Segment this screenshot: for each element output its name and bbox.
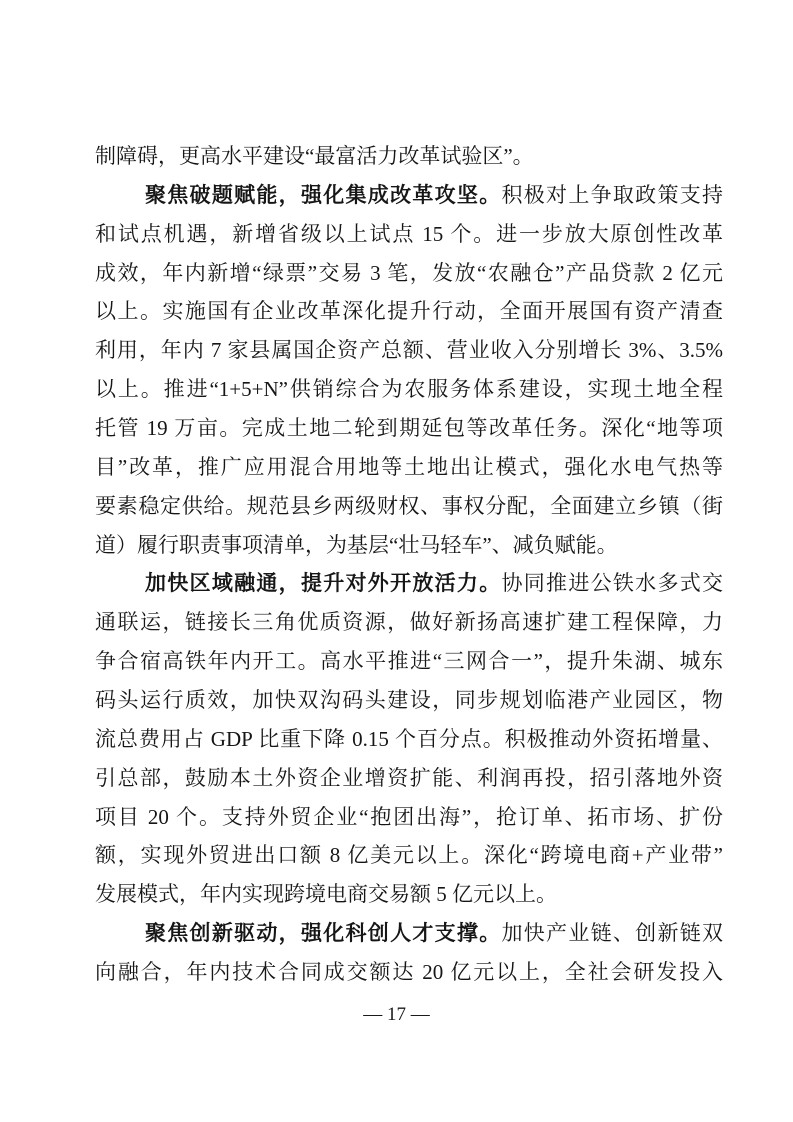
- paragraph-lead-bold: 聚焦破题赋能，强化集成改革攻坚。: [145, 182, 502, 207]
- text-line: 通联运，链接长三角优质资源，做好新扬高速扩建工程保障，力: [95, 610, 723, 635]
- text-line: 码头运行质效，加快双沟码头建设，同步规划临港产业园区，物: [95, 688, 723, 713]
- text-line: 争合宿高铁年内开工。高水平推进“三网合一”，提升朱湖、城东: [95, 649, 723, 674]
- text-line: 托管 19 万亩。完成土地二轮到期延包等改革任务。深化“地等项: [95, 416, 723, 441]
- text-line: 额，实现外贸进出口额 8 亿美元以上。深化“跨境电商+产业带”: [95, 843, 723, 868]
- text-line: 和试点机遇，新增省级以上试点 15 个。进一步放大原创性改革: [95, 221, 723, 246]
- paragraph-lead-bold: 聚焦创新驱动，强化科创人才支撑。: [145, 921, 502, 946]
- page-number: — 17 —: [363, 1004, 430, 1025]
- text-line: 聚焦破题赋能，强化集成改革攻坚。积极对上争取政策支持: [145, 182, 723, 207]
- text-line: 成效，年内新增“绿票”交易 3 笔，发放“农融仓”产品贷款 2 亿元: [95, 260, 723, 285]
- text-line: 流总费用占 GDP 比重下降 0.15 个百分点。积极推动外资拓增量、: [95, 726, 723, 751]
- text-line: 以上。推进“1+5+N”供销综合为农服务体系建设，实现土地全程: [95, 377, 723, 402]
- text-line: 加快区域融通，提升对外开放活力。协同推进公铁水多式交: [145, 571, 723, 596]
- text-line: 要素稳定供给。规范县乡两级财权、事权分配，全面建立乡镇（街: [95, 493, 723, 518]
- text-line: 目”改革，推广应用混合用地等土地出让模式，强化水电气热等: [95, 454, 723, 479]
- text-line: 制障碍，更高水平建设“最富活力改革试验区”。: [95, 144, 534, 168]
- paragraph-lead-bold: 加快区域融通，提升对外开放活力。: [145, 571, 502, 596]
- text-line: 道）履行职责事项清单，为基层“壮马轻车”、减负赋能。: [95, 532, 618, 557]
- document-body: [95, 137, 723, 992]
- text-line: 利用，年内 7 家县属国企资产总额、营业收入分别增长 3%、3.5%: [95, 338, 723, 363]
- text-line: 以上。实施国有企业改革深化提升行动，全面开展国有资产清查: [95, 299, 723, 324]
- text-line: 项目 20 个。支持外贸企业“抱团出海”，抢订单、拓市场、扩份: [95, 804, 723, 829]
- text-line: 发展模式，年内实现跨境电商交易额 5 亿元以上。: [95, 882, 557, 907]
- text-line: 向融合，年内技术合同成交额达 20 亿元以上，全社会研发投入: [95, 960, 723, 985]
- text-line: 引总部，鼓励本土外资企业增资扩能、利润再投，招引落地外资: [95, 765, 723, 790]
- text-line: 聚焦创新驱动，强化科创人才支撑。加快产业链、创新链双: [145, 921, 723, 946]
